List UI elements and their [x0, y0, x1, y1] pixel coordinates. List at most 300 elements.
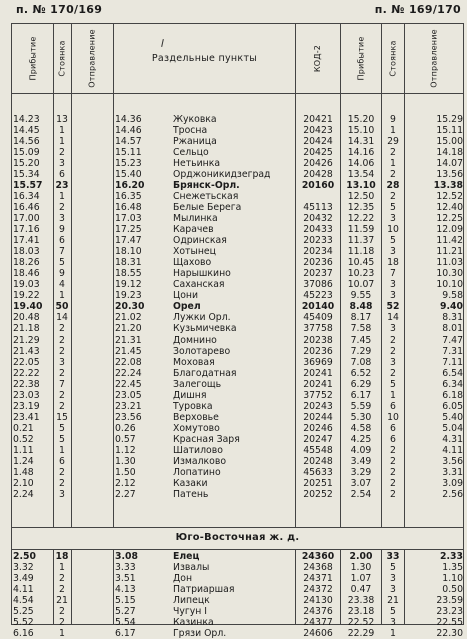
table-row	[11, 191, 464, 202]
cell-s2: 5	[390, 562, 396, 574]
cell-a2: 3.49	[350, 456, 372, 468]
cell-code: 20246	[303, 422, 333, 434]
cell-a: 19.22	[13, 290, 40, 302]
table-row	[11, 158, 464, 169]
cell-a2: 11.37	[347, 235, 375, 247]
cell-s2: 3	[390, 356, 396, 368]
cell-a2: 15.20	[347, 113, 375, 125]
cell-code: 20236	[303, 345, 333, 357]
cell-a2: 2.54	[350, 489, 372, 501]
cell-name: Залегощь	[173, 378, 222, 390]
cell-name: Дон	[173, 573, 193, 585]
cell-s: 18	[55, 551, 69, 562]
section-bottom-rule	[11, 549, 464, 550]
cell-s2: 3	[390, 617, 396, 629]
cell-s2: 2	[390, 489, 396, 501]
cell-d2: 3.31	[442, 467, 463, 479]
cell-a: 15.34	[13, 168, 40, 180]
cell-d2: 9.58	[442, 290, 463, 302]
cell-name: Саханская	[173, 279, 225, 291]
cell-s: 2	[59, 467, 65, 479]
table-row	[11, 335, 464, 346]
cell-s2: 6	[390, 433, 396, 445]
cell-a2: 0.47	[350, 584, 372, 596]
cell-name: Жуковка	[173, 113, 217, 125]
cell-d: 16.20	[115, 179, 145, 191]
cell-code: 20234	[303, 246, 333, 258]
cell-d2: 0.50	[442, 584, 463, 596]
cell-a2: 12.35	[347, 201, 375, 213]
cell-name: Благодатная	[173, 367, 237, 379]
cell-a2: 12.50	[347, 190, 375, 202]
cell-s2: 2	[390, 345, 396, 357]
cell-d: 21.02	[115, 312, 142, 324]
cell-name: Нетьинка	[173, 157, 221, 169]
cell-code: 20426	[303, 157, 333, 169]
table-row	[11, 401, 464, 412]
table-row	[11, 169, 464, 180]
cell-d: 15.23	[115, 157, 142, 169]
cell-d: 5.15	[115, 595, 136, 607]
table-row	[11, 312, 464, 323]
cell-name: Хомутово	[173, 422, 220, 434]
cell-d: 21.20	[115, 323, 142, 335]
cell-d: 18.10	[115, 246, 142, 258]
cell-a: 1.24	[13, 456, 34, 468]
cell-s2: 5	[390, 378, 396, 390]
table-row	[11, 147, 464, 158]
cell-name: Патриаршая	[173, 584, 235, 596]
cell-code: 20140	[301, 301, 335, 313]
col-header-stop: Стоянка	[58, 39, 68, 77]
cell-a: 22.22	[13, 367, 40, 379]
cell-a2: 5.30	[350, 411, 372, 423]
cell-code: 36969	[303, 356, 333, 368]
cell-d: 14.36	[115, 113, 142, 125]
cell-d: 2.12	[115, 478, 136, 490]
cell-code: 24360	[301, 551, 335, 562]
cell-name: Шатилово	[173, 445, 223, 456]
cell-s: 3	[59, 489, 65, 501]
cell-s2: 18	[387, 257, 399, 269]
table-row	[11, 606, 464, 617]
cell-d2: 9.40	[440, 301, 463, 313]
cell-code: 45548	[303, 445, 333, 456]
cell-s: 4	[59, 279, 65, 291]
cell-s: 13	[56, 113, 68, 125]
cell-code: 20421	[303, 113, 333, 125]
cell-d2: 1.35	[442, 562, 463, 574]
cell-d2: 5.04	[442, 422, 463, 434]
cell-a: 17.16	[13, 224, 40, 235]
table-row	[11, 136, 464, 147]
cell-a2: 4.25	[350, 433, 372, 445]
cell-s: 5	[59, 433, 65, 445]
cell-s2: 10	[387, 224, 399, 235]
cell-a2: 7.58	[350, 323, 372, 335]
table-row	[11, 346, 464, 357]
cell-d: 2.27	[115, 489, 136, 501]
cell-name: Туровка	[173, 400, 213, 412]
cell-a: 14.23	[13, 113, 40, 125]
cell-d2: 12.52	[436, 190, 463, 202]
cell-code: 20238	[303, 334, 333, 346]
cell-s2: 5	[390, 235, 396, 247]
cell-a2: 6.17	[350, 389, 372, 401]
cell-s2: 2	[390, 478, 396, 490]
timetable	[11, 23, 464, 639]
cell-d2: 14.18	[436, 146, 463, 158]
cell-d2: 13.56	[436, 168, 463, 180]
cell-d2: 7.11	[442, 356, 463, 368]
cell-s: 14	[56, 312, 68, 324]
cell-a: 14.56	[13, 135, 40, 147]
cell-s: 50	[55, 301, 69, 313]
cell-d2: 14.07	[436, 157, 463, 169]
cell-d: 17.47	[115, 235, 142, 247]
cell-a2: 23.38	[347, 595, 375, 607]
cell-code: 45409	[303, 312, 333, 324]
cell-a2: 10.23	[347, 268, 375, 280]
cell-code: 24130	[303, 595, 333, 607]
cell-d2: 2.56	[442, 489, 463, 501]
cell-name: Казаки	[173, 478, 208, 490]
cell-code: 20251	[303, 478, 333, 490]
table-row	[11, 125, 464, 136]
cell-d2: 22.55	[436, 617, 463, 629]
cell-s: 2	[59, 367, 65, 379]
cell-d: 23.05	[115, 389, 142, 401]
cell-s2: 2	[390, 334, 396, 346]
cell-a: 5.52	[13, 617, 34, 629]
cell-a2: 8.17	[350, 312, 372, 324]
cell-code: 24371	[303, 573, 333, 585]
cell-d2: 3.09	[442, 478, 463, 490]
cell-s: 2	[59, 478, 65, 490]
cell-s2: 52	[386, 301, 400, 313]
cell-code: 20432	[303, 212, 333, 224]
cell-d: 1.30	[115, 456, 136, 468]
cell-d: 6.17	[115, 628, 136, 639]
cell-s: 9	[59, 224, 65, 235]
cell-a: 15.09	[13, 146, 40, 158]
table-row	[11, 180, 464, 191]
cell-a2: 14.16	[347, 146, 375, 158]
table-row	[11, 279, 464, 290]
cell-s2: 33	[386, 551, 400, 562]
cell-a2: 6.52	[350, 367, 372, 379]
table-row	[11, 595, 464, 606]
cell-s: 2	[59, 201, 65, 213]
table-row	[11, 390, 464, 401]
cell-d2: 8.31	[442, 312, 463, 324]
cell-d2: 8.01	[442, 323, 463, 335]
cell-s: 6	[59, 235, 65, 247]
table-row	[11, 213, 464, 224]
cell-code: 20241	[303, 378, 333, 390]
table-row	[11, 617, 464, 628]
page-header	[0, 0, 467, 20]
cell-a: 22.38	[13, 378, 40, 390]
cell-d: 23.56	[115, 411, 142, 423]
cell-code: 20433	[303, 224, 333, 235]
cell-s2: 9	[390, 113, 396, 125]
cell-a: 2.10	[13, 478, 34, 490]
cell-a2: 2.00	[349, 551, 373, 562]
cell-s2: 2	[390, 168, 396, 180]
table-row	[11, 456, 464, 467]
table-row	[11, 246, 464, 257]
cell-d: 16.35	[115, 190, 142, 202]
cell-d2: 10.10	[436, 279, 463, 291]
cell-d2: 23.23	[436, 606, 463, 618]
cell-s2: 2	[390, 190, 396, 202]
cell-s: 5	[59, 422, 65, 434]
cell-d: 23.21	[115, 400, 142, 412]
cell-s: 6	[59, 168, 65, 180]
table-row	[11, 224, 464, 235]
cell-name: Карачев	[173, 224, 214, 235]
cell-a: 19.03	[13, 279, 40, 291]
cell-name: Моховая	[173, 356, 215, 368]
cell-d2: 11.21	[436, 246, 463, 258]
cell-a: 6.16	[13, 628, 34, 639]
cell-a2: 4.58	[350, 422, 372, 434]
table-row	[11, 434, 464, 445]
table-row	[11, 628, 464, 639]
cell-d2: 23.59	[436, 595, 463, 607]
col-header-code: КОД-2	[313, 44, 323, 72]
cell-d: 22.24	[115, 367, 142, 379]
cell-s2: 1	[390, 157, 396, 169]
section-title: Юго-Восточная ж. д.	[175, 532, 300, 543]
cell-a2: 6.29	[350, 378, 372, 390]
cell-s: 21	[56, 595, 68, 607]
cell-s2: 1	[390, 124, 396, 136]
cell-d2: 4.11	[442, 445, 463, 456]
cell-s: 1	[59, 445, 65, 456]
cell-d: 22.08	[115, 356, 142, 368]
cell-s2: 3	[390, 212, 396, 224]
cell-s: 7	[59, 246, 65, 258]
cell-code: 45633	[303, 467, 333, 479]
cell-code: 20160	[301, 179, 335, 191]
table-row	[11, 257, 464, 268]
cell-d: 14.57	[115, 135, 142, 147]
right-train-number: п. № 169/170	[374, 3, 461, 16]
cell-a2: 7.45	[350, 334, 372, 346]
cell-name: Орджоникидзеград	[173, 168, 271, 180]
cell-a2: 4.09	[350, 445, 372, 456]
cell-name: Елец	[173, 551, 200, 562]
cell-d2: 4.31	[442, 433, 463, 445]
cell-s2: 5	[390, 201, 396, 213]
cell-d2: 11.03	[436, 257, 463, 269]
cell-s2: 2	[390, 367, 396, 379]
cell-code: 37752	[303, 389, 333, 401]
cell-name: Белые Берега	[173, 201, 242, 213]
cell-name: Тросна	[173, 124, 208, 136]
cell-s2: 3	[390, 279, 396, 291]
cell-name: Хотынец	[173, 246, 216, 258]
cell-d2: 7.47	[442, 334, 463, 346]
cell-a2: 7.08	[350, 356, 372, 368]
cell-a: 23.03	[13, 389, 40, 401]
cell-a2: 14.31	[347, 135, 375, 147]
cell-s: 15	[56, 411, 68, 423]
cell-a: 16.34	[13, 190, 40, 202]
cell-d: 17.03	[115, 212, 142, 224]
cell-s2: 10	[387, 411, 399, 423]
col-header-departure-right: Отправление	[429, 28, 439, 88]
table-row	[11, 235, 464, 246]
cell-s: 1	[59, 135, 65, 147]
cell-a: 19.40	[13, 301, 43, 313]
cell-s: 6	[59, 456, 65, 468]
cell-s2: 7	[390, 268, 396, 280]
cell-code: 24368	[303, 562, 333, 574]
table-row	[11, 584, 464, 595]
cell-d: 1.50	[115, 467, 136, 479]
cell-name: Измалково	[173, 456, 227, 468]
cell-s2: 3	[390, 246, 396, 258]
cell-s: 7	[59, 378, 65, 390]
cell-a2: 22.29	[347, 628, 375, 639]
cell-a2: 9.55	[350, 290, 372, 302]
cell-code: 20423	[303, 124, 333, 136]
cell-d: 18.31	[115, 257, 142, 269]
cell-a: 22.05	[13, 356, 40, 368]
cell-s: 1	[59, 190, 65, 202]
cell-a: 17.41	[13, 235, 40, 247]
cell-code: 24372	[303, 584, 333, 596]
cell-s2: 2	[390, 467, 396, 479]
cell-a2: 10.07	[347, 279, 375, 291]
table-row	[11, 301, 464, 312]
cell-name: Домнино	[173, 334, 217, 346]
cell-s2: 21	[387, 595, 399, 607]
cell-d2: 2.33	[440, 551, 463, 562]
cell-code: 20237	[303, 268, 333, 280]
cell-a: 1.11	[13, 445, 34, 456]
cell-a: 18.46	[13, 268, 40, 280]
cell-a2: 23.18	[347, 606, 375, 618]
cell-d2: 6.05	[442, 400, 463, 412]
cell-s2: 6	[390, 422, 396, 434]
cell-code: 20425	[303, 146, 333, 158]
table-row	[11, 478, 464, 489]
cell-a2: 1.07	[350, 573, 372, 585]
cell-name: Кузьмичевка	[173, 323, 237, 335]
cell-name: Золотарево	[173, 345, 231, 357]
table-row	[11, 379, 464, 390]
cell-a: 5.25	[13, 606, 34, 618]
cell-a: 0.21	[13, 422, 34, 434]
cell-d2: 12.40	[436, 201, 463, 213]
cell-code: 24606	[303, 628, 333, 639]
cell-s2: 14	[387, 312, 399, 324]
cell-d2: 3.56	[442, 456, 463, 468]
cell-d: 16.48	[115, 201, 142, 213]
cell-code: 24376	[303, 606, 333, 618]
cell-d: 22.45	[115, 378, 142, 390]
header-bottom-rule	[11, 93, 464, 94]
cell-d: 3.08	[115, 551, 138, 562]
cell-s: 1	[59, 290, 65, 302]
cell-code: 20241	[303, 367, 333, 379]
cell-a: 15.57	[13, 179, 43, 191]
cell-s2: 29	[387, 135, 399, 147]
table-row	[11, 357, 464, 368]
cell-d: 15.11	[115, 146, 142, 158]
cell-d: 15.40	[115, 168, 142, 180]
cell-name: Орел	[173, 301, 201, 313]
cell-s: 2	[59, 389, 65, 401]
cell-s: 2	[59, 334, 65, 346]
cell-code: 20244	[303, 411, 333, 423]
cell-code: 20248	[303, 456, 333, 468]
cell-s2: 3	[390, 573, 396, 585]
cell-a: 3.32	[13, 562, 34, 574]
cell-d: 21.31	[115, 334, 142, 346]
cell-a: 18.03	[13, 246, 40, 258]
cell-code: 45223	[303, 290, 333, 302]
cell-a: 17.00	[13, 212, 40, 224]
cell-s: 3	[59, 157, 65, 169]
cell-code: 20424	[303, 135, 333, 147]
cell-d2: 15.11	[436, 124, 463, 136]
cell-s: 2	[59, 345, 65, 357]
cell-name: Дишня	[173, 389, 207, 401]
cell-s2: 28	[386, 179, 400, 191]
cell-name: Одринская	[173, 235, 227, 247]
cell-code: 37086	[303, 279, 333, 291]
cell-a: 21.43	[13, 345, 40, 357]
cell-a2: 13.54	[347, 168, 375, 180]
cell-a: 23.19	[13, 400, 40, 412]
cell-code: 45113	[303, 201, 333, 213]
cell-name: Чугун I	[173, 606, 208, 618]
cell-name: Патень	[173, 489, 209, 501]
cell-s: 3	[59, 356, 65, 368]
cell-a: 2.24	[13, 489, 34, 501]
cell-d2: 15.00	[436, 135, 463, 147]
cell-d: 3.33	[115, 562, 136, 574]
cell-s2: 3	[390, 290, 396, 302]
cell-s: 2	[59, 146, 65, 158]
cell-code: 20236	[303, 257, 333, 269]
cell-name: Липецк	[173, 595, 210, 607]
col-header-stop-right: Стоянка	[388, 39, 398, 77]
cell-a: 23.41	[13, 411, 40, 423]
table-row	[11, 445, 464, 456]
cell-code: 20243	[303, 400, 333, 412]
cell-code: 37758	[303, 323, 333, 335]
cell-name: Брянск-Орл.	[173, 179, 240, 191]
cell-d2: 7.31	[442, 345, 463, 357]
cell-d: 1.12	[115, 445, 136, 456]
cell-a2: 3.29	[350, 467, 372, 479]
cell-s: 2	[59, 573, 65, 585]
left-train-number: п. № 170/169	[16, 3, 103, 16]
cell-a: 1.48	[13, 467, 34, 479]
cell-d2: 11.42	[436, 235, 463, 247]
cell-a: 18.26	[13, 257, 40, 269]
cell-name: Лопатино	[173, 467, 221, 479]
table-row	[11, 368, 464, 379]
cell-name: Мылинка	[173, 212, 218, 224]
cell-a: 16.46	[13, 201, 40, 213]
